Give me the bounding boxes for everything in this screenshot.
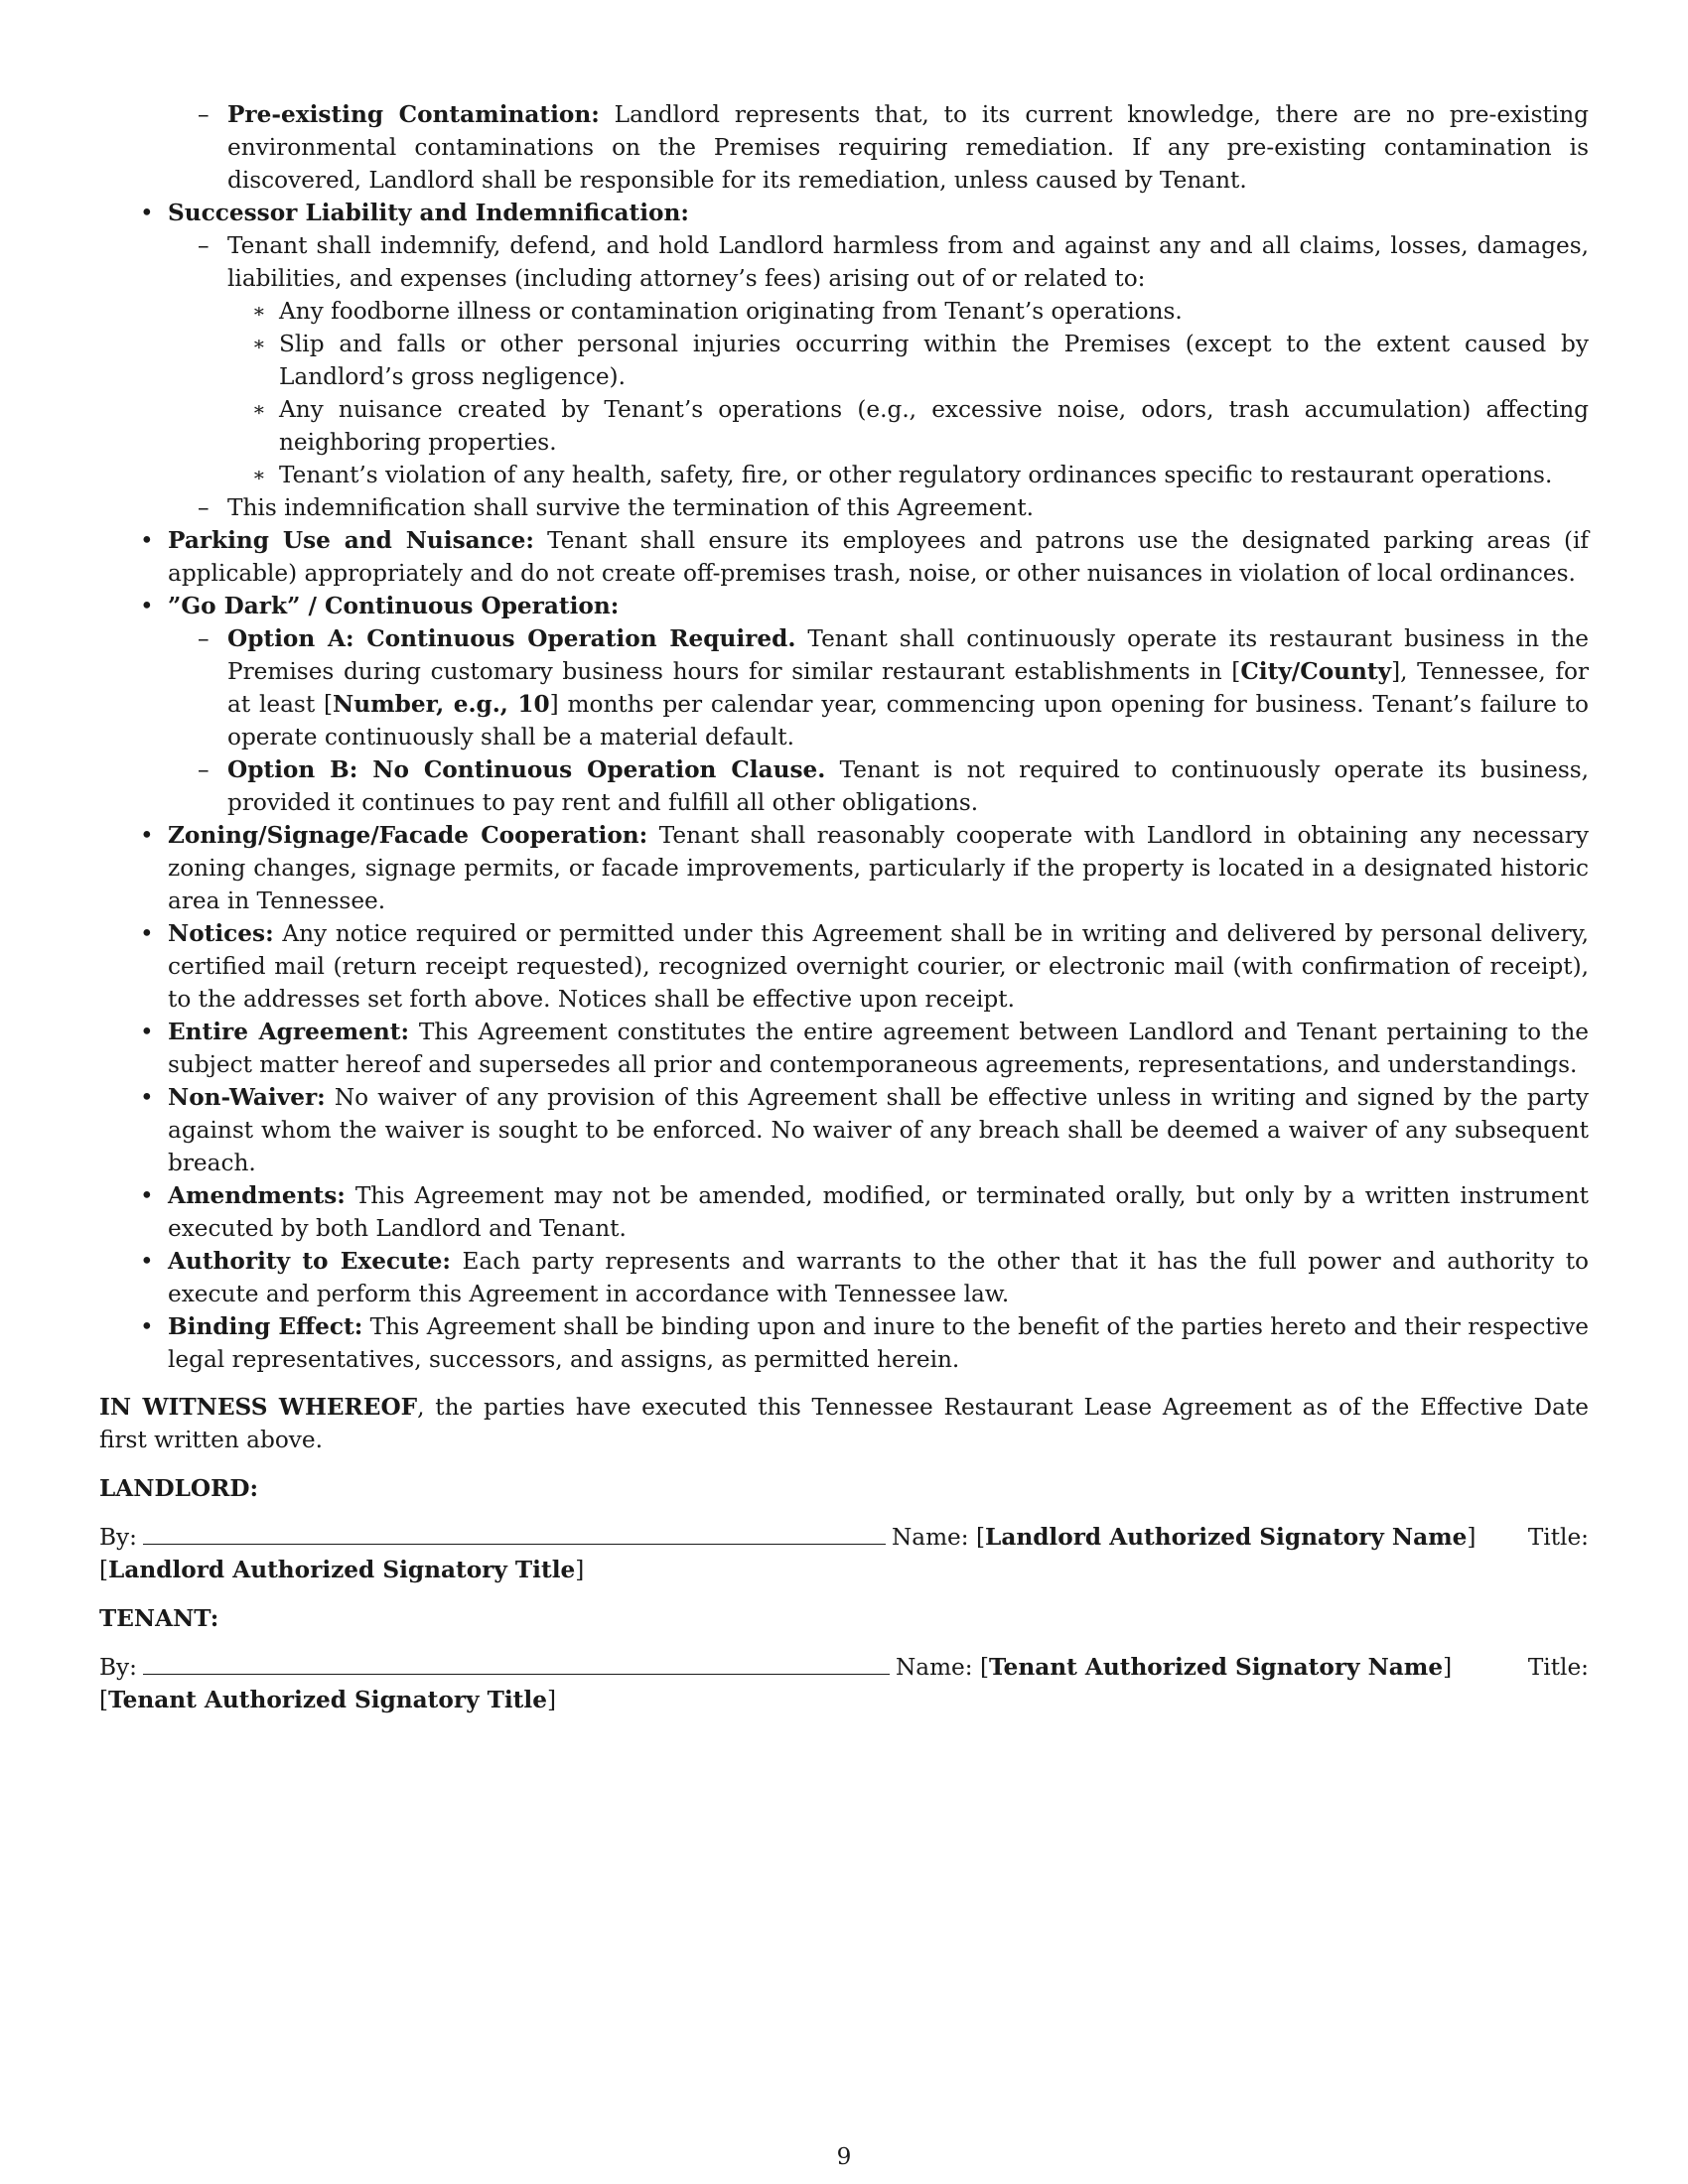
indemnity-item: ∗ Any nuisance created by Tenant’s operations (e.g., excessive noise, odors, trash accumulation) affecting neighboring properties. <box>227 393 1589 459</box>
nonwaiver-text: No waiver of any provision of this Agreement shall be effective unless in writing and signed by the party against whom the waiver is sought to be enforced. No waiver of any breach shall be deemed a waiver of any subsequent breach. <box>168 1084 1589 1176</box>
landlord-title-close-bracket: ] <box>575 1557 585 1583</box>
option-a-text-2: ], Tennessee, for at least [ <box>227 658 1589 718</box>
parking-label: Parking Use and Nuisance: <box>168 527 534 554</box>
tenant-title-line <box>99 1684 1589 1716</box>
tenant-name-group <box>896 1651 1589 1684</box>
option-a-text-1: Tenant shall continuously operate its restaurant business in the Premises during customary business hours for similar restaurant establishments in [ <box>227 625 1589 685</box>
tenant-title-open-bracket: [ <box>99 1687 109 1713</box>
clause-authority <box>99 1245 1589 1310</box>
landlord-name-group <box>892 1521 1589 1554</box>
clause-zoning <box>99 819 1589 917</box>
zoning-text: Tenant shall reasonably cooperate with Landlord in obtaining any necessary zoning changes, signage permits, or facade improvements, particularly if the property is located in a designated historic area in Tennessee. <box>168 822 1589 914</box>
indemnity-item: ∗ Tenant’s violation of any health, safety, fire, or other regulatory ordinances specific to restaurant operations. <box>227 459 1589 491</box>
option-a-label: Option A: Continuous Operation Required. <box>227 625 796 652</box>
tenant-name-close-bracket: ] <box>1443 1654 1453 1681</box>
landlord-name-close-bracket: ] <box>1467 1524 1477 1551</box>
landlord-name-open-bracket: [ <box>975 1524 986 1551</box>
landlord-signature-line <box>99 1521 1589 1554</box>
landlord-title-line <box>99 1554 1589 1586</box>
clause-notices <box>99 917 1589 1016</box>
survival-item: – This indemnification shall survive the termination of this Agreement. <box>168 491 1589 524</box>
amendments-text: This Agreement may not be amended, modified, or terminated orally, but only by a written instrument executed by both Landlord and Tenant. <box>168 1182 1589 1242</box>
tenant-heading: TENANT: <box>99 1605 219 1632</box>
binding-text: This Agreement shall be binding upon and inure to the benefit of the parties hereto and their respective legal representatives, successors, and assigns, as permitted herein. <box>168 1313 1590 1373</box>
amendments-label: Amendments: <box>168 1182 346 1209</box>
preexisting-text: Landlord represents that, to its current knowledge, there are no pre-existing environmental contaminations on the Premises requiring remediation. If any pre-existing contamination is discovered, Landlord shall be responsible for its remediation, unless caused by Tenant. <box>227 101 1589 194</box>
authority-text: Each party represents and warrants to the other that it has the full power and authority to execute and perform this Agreement in accordance with Tennessee law. <box>168 1248 1590 1307</box>
witness-paragraph <box>99 1391 1589 1456</box>
page-number: 9 <box>836 2143 852 2170</box>
landlord-by-label: By: <box>99 1524 137 1551</box>
option-a-number-placeholder: Number, e.g., 10 <box>333 691 550 718</box>
clause-binding-effect <box>99 1310 1589 1376</box>
indemnity-items-list <box>227 295 1589 491</box>
successor-intro-item <box>168 229 1589 491</box>
clause-go-dark <box>99 590 1589 819</box>
clause-non-waiver <box>99 1081 1589 1179</box>
entire-text: This Agreement constitutes the entire agreement between Landlord and Tenant pertaining to the subject matter hereof and supersedes all prior and contemporaneous agreements, representations, and understandings. <box>168 1019 1589 1078</box>
godark-label: ”Go Dark” / Continuous Operation: <box>168 593 620 619</box>
witness-label: IN WITNESS WHEREOF <box>99 1394 418 1421</box>
zoning-label: Zoning/Signage/Facade Cooperation: <box>168 822 648 849</box>
notices-text: Any notice required or permitted under this Agreement shall be in writing and delivered by personal delivery, certified mail (return receipt requested), recognized overnight courier, or electronic mail (with confirmation of receipt), to the addresses set forth above. Notices shall be effective upon receipt. <box>168 920 1589 1013</box>
clause-successor-liability <box>99 197 1589 524</box>
entire-label: Entire Agreement: <box>168 1019 409 1045</box>
option-b-text: Tenant is not required to continuously operate its business, provided it continues to pay rent and fulfill all other obligations. <box>227 756 1589 816</box>
landlord-signature-blank[interactable] <box>143 1522 886 1545</box>
landlord-name-placeholder: Landlord Authorized Signatory Name <box>985 1524 1468 1551</box>
landlord-name-label: Name: <box>891 1524 976 1551</box>
tenant-title-placeholder: Tenant Authorized Signatory Title <box>108 1687 547 1713</box>
tenant-by-label: By: <box>99 1654 137 1681</box>
clause-amendments <box>99 1179 1589 1245</box>
option-a-city-placeholder: City/County <box>1240 658 1392 685</box>
tenant-title-label: Title: <box>1527 1654 1589 1681</box>
successor-label: Successor Liability and Indemnification: <box>168 200 689 226</box>
tenant-signature-blank[interactable] <box>143 1652 890 1675</box>
landlord-name <box>892 1521 1477 1554</box>
preexisting-item <box>227 98 1589 197</box>
parking-text: Tenant shall ensure its employees and patrons use the designated parking areas (if applicable) appropriately and do not create off-premises trash, noise, or other nuisances in violation of local ordinances. <box>168 527 1589 587</box>
notices-label: Notices: <box>168 920 274 947</box>
landlord-title-label: Title: <box>1527 1524 1589 1551</box>
tenant-name-label: Name: <box>895 1654 980 1681</box>
option-a-text-3: ] months per calendar year, commencing upon opening for business. Tenant’s failure to operate continuously shall be a material default. <box>227 691 1589 751</box>
option-a-item <box>168 622 1589 753</box>
tenant-name-placeholder: Tenant Authorized Signatory Name <box>989 1654 1444 1681</box>
nonwaiver-label: Non-Waiver: <box>168 1084 326 1111</box>
binding-label: Binding Effect: <box>168 1313 363 1340</box>
option-b-item <box>168 753 1589 819</box>
tenant-name-open-bracket: [ <box>979 1654 990 1681</box>
indemnity-item: ∗ Slip and falls or other personal injuries occurring within the Premises (except to the extent caused by Landlord’s gross negligence). <box>227 328 1589 393</box>
successor-intro: Tenant shall indemnify, defend, and hold Landlord harmless from and against any and all claims, losses, damages, liabilities, and expenses (including attorney’s fees) arising out of or related to: <box>227 232 1589 292</box>
godark-options-list <box>168 622 1589 819</box>
clauses-list <box>99 197 1589 1376</box>
tenant-signature-line <box>99 1651 1589 1684</box>
document-body <box>99 98 1589 1716</box>
landlord-heading: LANDLORD: <box>99 1475 259 1502</box>
witness-text: , the parties have executed this Tennessee Restaurant Lease Agreement as of the Effective Date first written above. <box>99 1394 1590 1453</box>
clause-entire-agreement <box>99 1016 1589 1081</box>
landlord-title-open-bracket: [ <box>99 1557 109 1583</box>
indemnity-item: ∗ Any foodborne illness or contamination originating from Tenant’s operations. <box>227 295 1589 328</box>
clause-parking <box>99 524 1589 590</box>
preexisting-list <box>227 98 1589 197</box>
landlord-title-placeholder: Landlord Authorized Signatory Title <box>108 1557 576 1583</box>
tenant-title-close-bracket: ] <box>546 1687 557 1713</box>
option-b-label: Option B: No Continuous Operation Clause. <box>227 756 826 783</box>
preexisting-label: Pre-existing Contamination: <box>227 101 600 128</box>
tenant-name <box>896 1651 1452 1684</box>
successor-sublist <box>168 229 1589 524</box>
authority-label: Authority to Execute: <box>168 1248 451 1275</box>
